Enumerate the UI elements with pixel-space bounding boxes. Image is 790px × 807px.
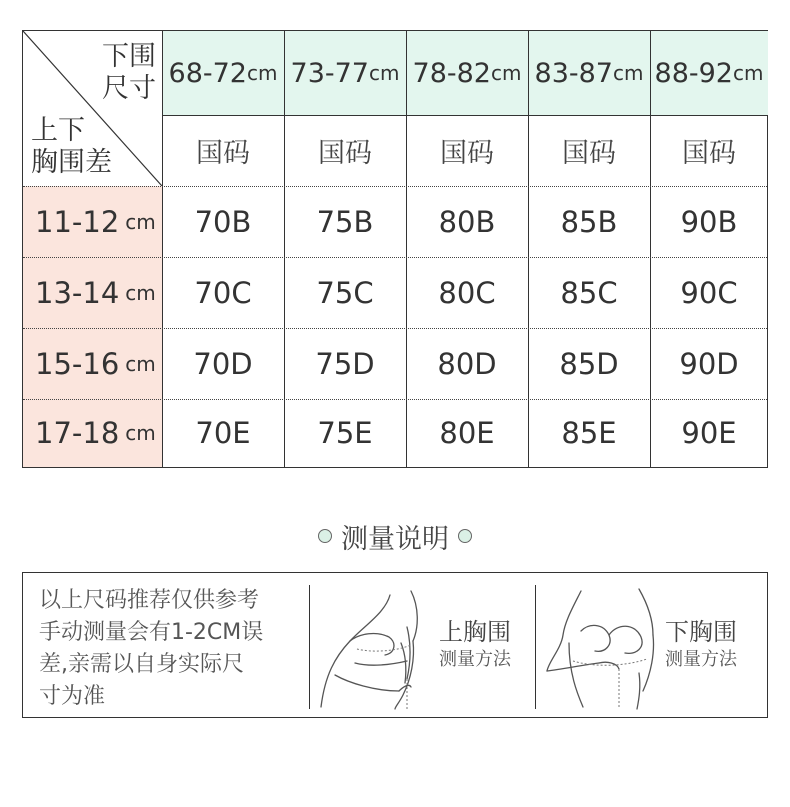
grid-line <box>23 399 767 400</box>
lower-bust-subtitle: 测量方法 <box>665 649 737 670</box>
size-cell: 80B <box>438 204 496 239</box>
size-cell: 85D <box>559 346 619 381</box>
size-cell: 90B <box>680 204 738 239</box>
corner-text: 胸围差 <box>31 147 112 178</box>
size-cell: 75B <box>316 204 374 239</box>
grid-line <box>23 186 767 187</box>
size-cell: 70C <box>194 275 252 310</box>
grid-line <box>528 31 529 467</box>
bust-difference-cell: 15-16 cm <box>23 328 162 399</box>
note-line: 手动测量会有1-2CM误 <box>39 620 264 645</box>
corner-text: 尺寸 <box>102 73 156 104</box>
section-title-text: 测量说明 <box>341 523 449 555</box>
grid-line <box>162 115 767 116</box>
size-cell: 80D <box>437 346 497 381</box>
size-cell: 75C <box>316 275 374 310</box>
table-row <box>23 328 767 399</box>
bust-difference-cell: 17-18 cm <box>23 399 162 467</box>
header-row <box>23 31 767 115</box>
column-header: 88-92 cm <box>650 31 768 115</box>
column-subheader: 国码 <box>196 138 250 169</box>
column-subheader: 国码 <box>682 138 736 169</box>
subheader-row <box>23 115 767 186</box>
size-cell: 85E <box>561 416 617 450</box>
table-row <box>23 399 767 467</box>
upper-bust-measure-icon <box>315 583 435 711</box>
column-subheader: 国码 <box>440 138 494 169</box>
table-row <box>23 257 767 328</box>
size-cell: 70B <box>194 204 252 239</box>
grid-line <box>650 31 651 467</box>
note-line: 以上尺码推荐仅供参考 <box>39 588 260 613</box>
corner-text: 上下 <box>31 115 85 146</box>
note-line: 差,亲需以自身实际尺 <box>39 652 244 677</box>
corner-text: 下围 <box>102 41 156 72</box>
grid-line <box>406 31 407 467</box>
size-cell: 90C <box>680 275 738 310</box>
size-cell: 90D <box>679 346 739 381</box>
circle-bullet-icon <box>458 529 472 543</box>
size-table <box>22 30 768 468</box>
divider <box>309 585 310 709</box>
upper-bust-subtitle: 测量方法 <box>439 649 511 670</box>
measurement-note <box>39 585 309 713</box>
column-header: 78-82 cm <box>406 31 528 115</box>
column-header: 73-77 cm <box>284 31 406 115</box>
column-header: 83-87 cm <box>528 31 650 115</box>
upper-bust-title: 上胸围 <box>439 618 511 646</box>
section-title <box>0 516 790 556</box>
lower-bust-label <box>665 617 737 673</box>
grid-line <box>23 328 767 329</box>
size-cell: 85C <box>560 275 618 310</box>
size-cell: 70D <box>193 346 253 381</box>
upper-bust-label <box>439 617 511 673</box>
size-cell: 80E <box>439 416 495 450</box>
bust-difference-cell: 11-12 cm <box>23 186 162 257</box>
size-cell: 75E <box>317 416 373 450</box>
size-cell: 70E <box>195 416 251 450</box>
table-row <box>23 186 767 257</box>
circle-bullet-icon <box>318 529 332 543</box>
size-cell: 90E <box>681 416 737 450</box>
lower-bust-measure-icon <box>543 583 661 711</box>
note-line: 寸为准 <box>39 684 106 709</box>
divider <box>535 585 536 709</box>
column-header: 68-72 cm <box>162 31 284 115</box>
bust-difference-cell: 13-14 cm <box>23 257 162 328</box>
grid-line <box>162 31 163 467</box>
size-cell: 80C <box>438 275 496 310</box>
size-cell: 75D <box>315 346 375 381</box>
column-subheader: 国码 <box>562 138 616 169</box>
measurement-instructions <box>22 572 768 718</box>
size-cell: 85B <box>560 204 618 239</box>
grid-line <box>23 257 767 258</box>
lower-bust-title: 下胸围 <box>665 618 737 646</box>
grid-line <box>284 31 285 467</box>
column-subheader: 国码 <box>318 138 372 169</box>
